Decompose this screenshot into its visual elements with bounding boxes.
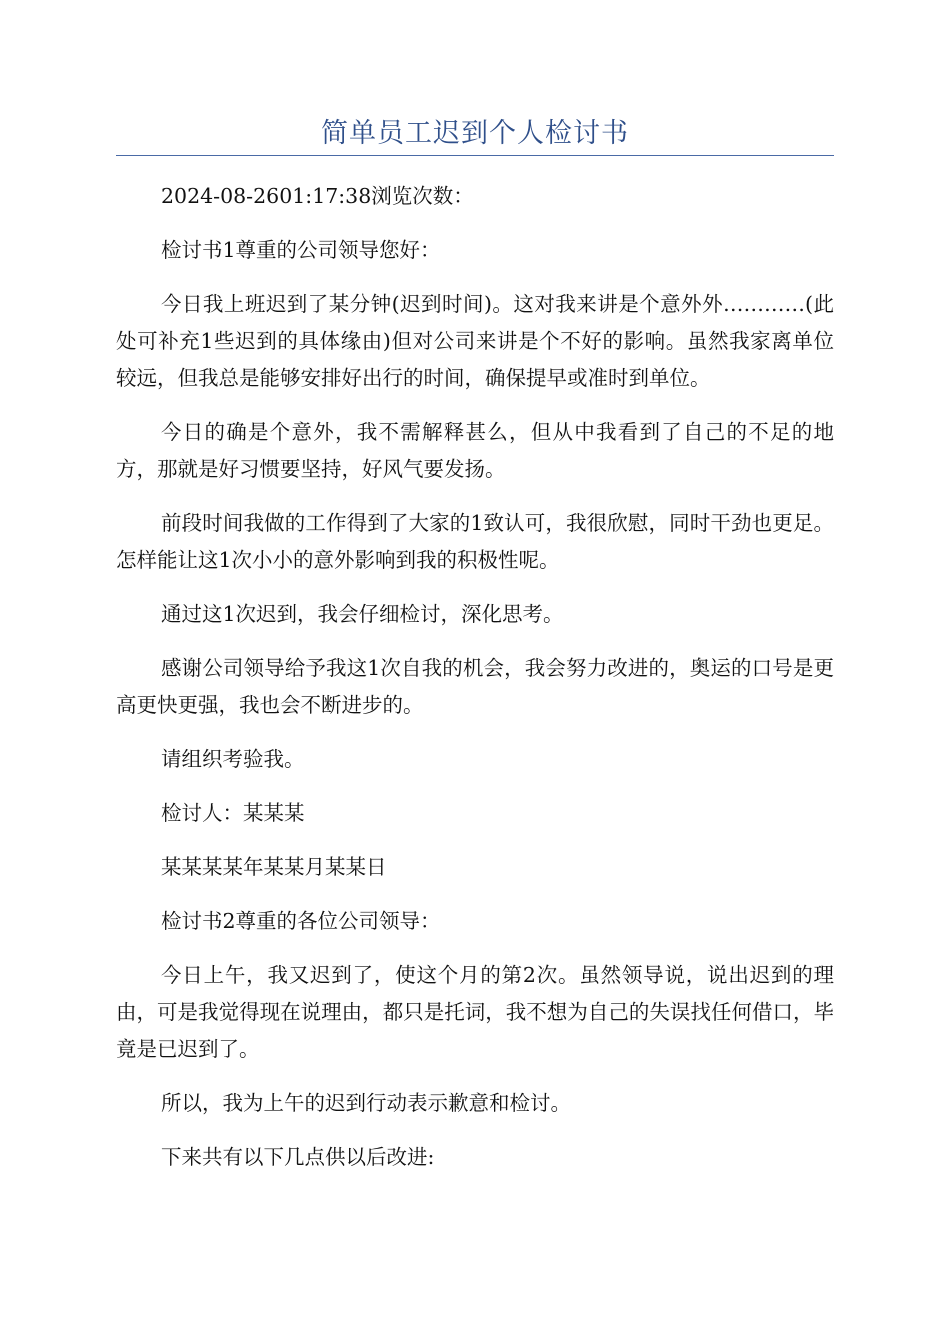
letter-1-salutation: 检讨书1尊重的公司领导您好：	[161, 238, 441, 262]
paragraph: 今日上午，我又迟到了，使这个月的第2次。虽然领导说，说出迟到的理由，可是我觉得现在说理由，都只是托词，我不想为自己的失误找任何借口，毕竟是已迟到了。	[116, 963, 834, 1061]
document-title: 简单员工迟到个人检讨书	[321, 118, 629, 149]
title-underline	[116, 155, 834, 156]
paragraph: 请组织考验我。	[161, 747, 305, 771]
paragraph: 通过这1次迟到，我会仔细检讨，深化思考。	[161, 602, 564, 626]
document-body	[116, 178, 834, 1176]
paragraph: 前段时间我做的工作得到了大家的1致认可，我很欣慰，同时干劲也更足。怎样能让这1次小小的意外影响到我的积极性呢。	[116, 511, 834, 572]
paragraph: 今日的确是个意外，我不需解释甚么，但从中我看到了自己的不足的地方，那就是好习惯要坚持，好风气要发扬。	[116, 420, 834, 481]
signature-date: 某某某某年某某月某某日	[161, 855, 387, 879]
paragraph: 今日我上班迟到了某分钟(迟到时间)。这对我来讲是个意外外…………(此处可补充1些迟到的具体缘由)但对公司来讲是个不好的影响。虽然我家离单位较远，但我总是能够安排好出行的时间，确保提早或准时到单位。	[116, 292, 834, 390]
signature-name: 检讨人：某某某	[161, 801, 305, 825]
meta-line: 2024-08-2601:17:38浏览次数：	[161, 184, 474, 208]
paragraph: 感谢公司领导给予我这1次自我的机会，我会努力改进的，奥运的口号是更高更快更强，我也会不断进步的。	[116, 656, 834, 717]
paragraph: 所以，我为上午的迟到行动表示歉意和检讨。	[161, 1091, 571, 1115]
document-page	[116, 0, 834, 1193]
letter-2-salutation: 检讨书2尊重的各位公司领导：	[161, 909, 441, 933]
paragraph: 下来共有以下几点供以后改进:	[161, 1145, 435, 1169]
